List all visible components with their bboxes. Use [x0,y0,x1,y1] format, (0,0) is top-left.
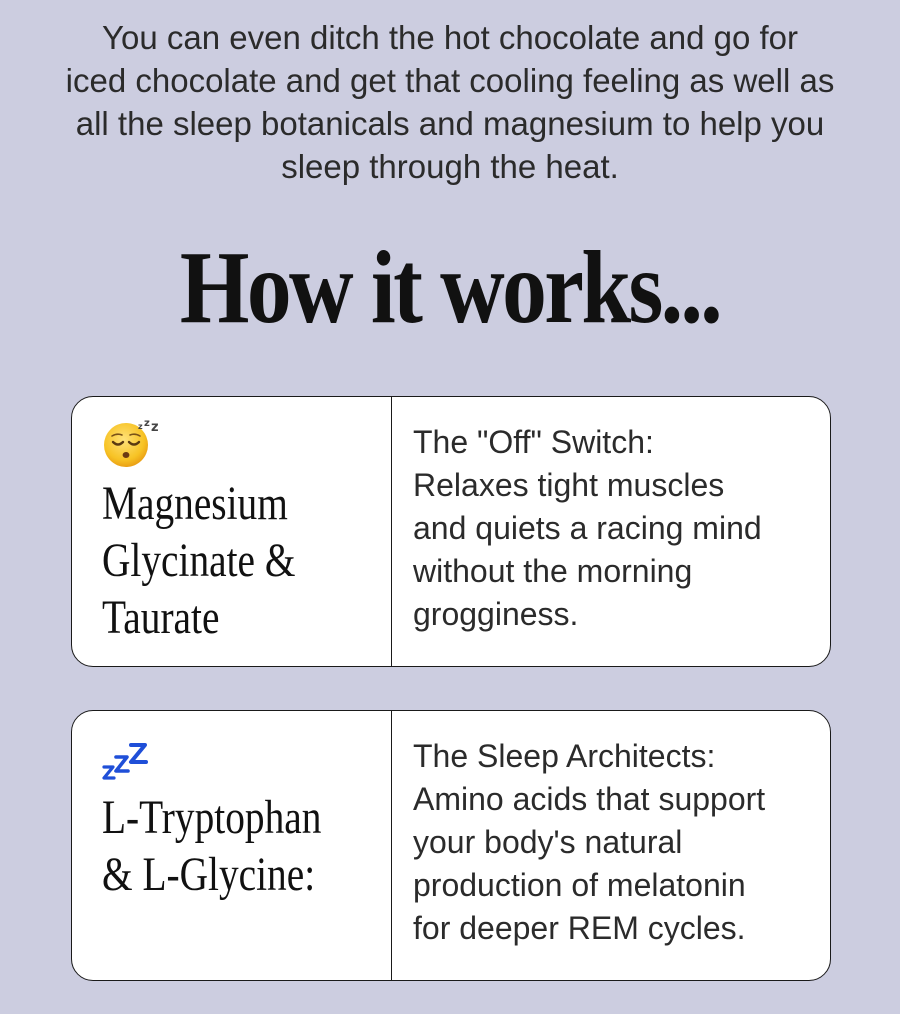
intro-line: all the sleep botanicals and magnesium to help you [75,105,825,142]
ingredient-cell [72,397,392,666]
intro-line: You can even ditch the hot chocolate and go for [102,19,798,56]
description-line: and quiets a racing mind [413,510,762,546]
ingredient-description [392,397,830,666]
description-line: Amino acids that support [413,781,766,817]
svg-text:z: z [151,420,159,435]
svg-text:z: z [138,422,143,431]
zzz-icon [102,731,391,783]
sleeping-face-icon [102,417,391,469]
ingredient-card-magnesium [71,396,831,667]
description-line: production of melatonin [413,867,746,903]
ingredient-line: & L-Glycine: [102,848,316,901]
description-line: for deeper REM cycles. [413,910,746,946]
svg-text:z: z [144,418,150,429]
intro-line: sleep through the heat. [281,148,619,185]
description-line: without the morning [413,553,693,589]
description-line: Relaxes tight muscles [413,467,725,503]
ingredient-line: Taurate [102,591,220,644]
description-line: your body's natural [413,824,683,860]
ingredient-name [102,475,339,646]
ingredient-cell [72,711,392,980]
ingredient-name [102,789,339,903]
ingredient-description [392,711,830,980]
intro-line: iced chocolate and get that cooling feeling as well as [65,62,835,99]
intro-text [40,16,860,188]
ingredient-card-tryptophan [71,710,831,981]
description-line: The "Off" Switch: [413,424,654,460]
ingredient-line: L-Tryptophan [102,791,322,844]
section-heading: How it works... [179,230,721,345]
ingredient-line: Glycinate & [102,534,296,587]
ingredient-line: Magnesium [102,477,288,530]
description-line: grogginess. [413,596,579,632]
description-line: The Sleep Architects: [413,738,716,774]
